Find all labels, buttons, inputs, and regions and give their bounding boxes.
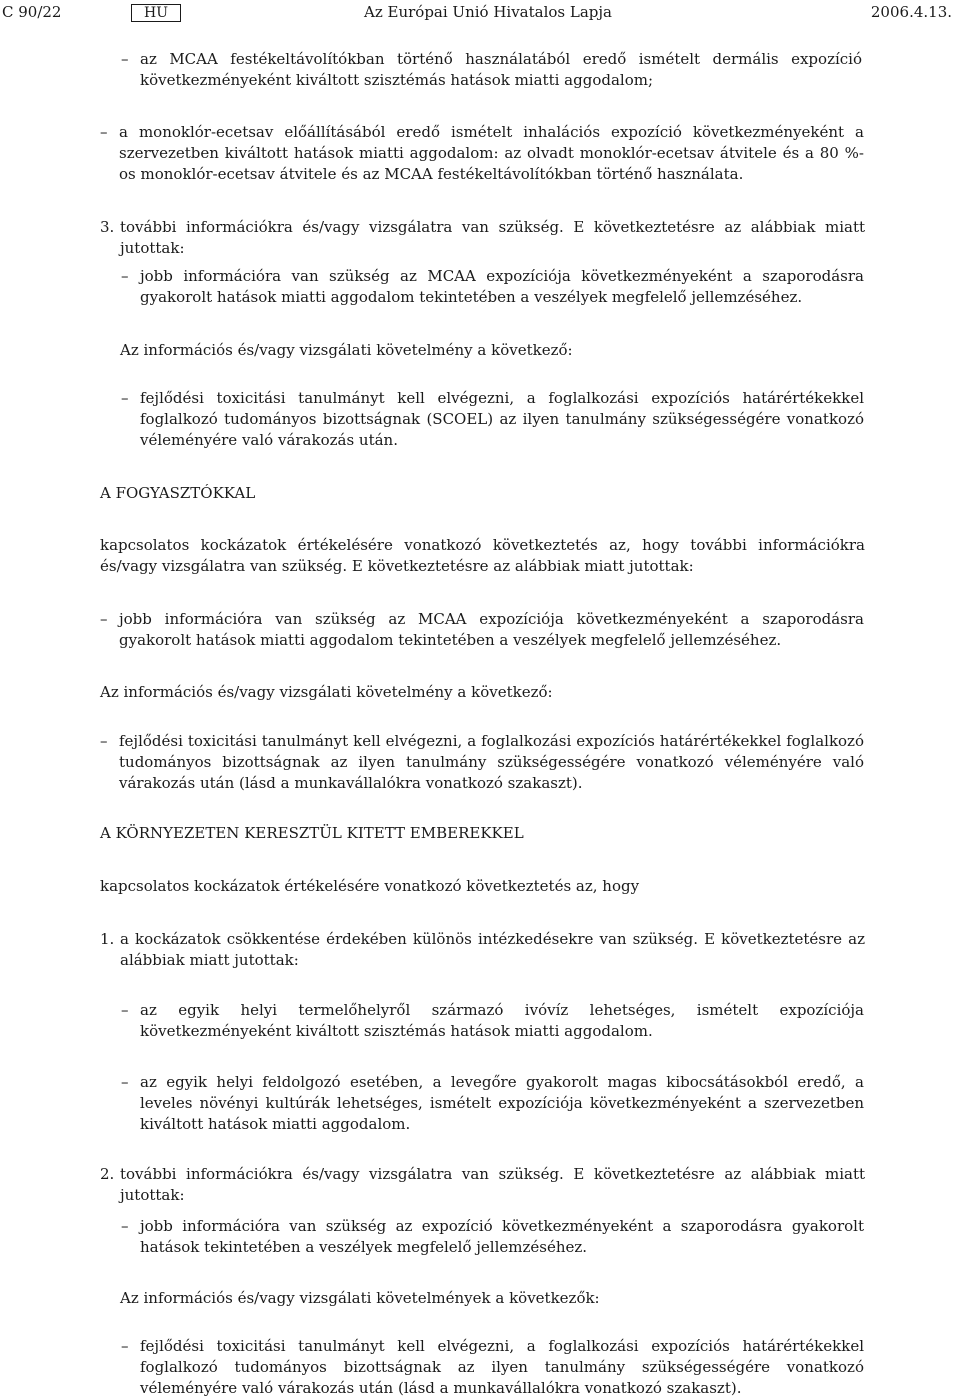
bullet-reproduction-info: jobb információra van szükség az expozíció következményeként a szaporodásra gyakorolt hatások tekintetében a veszélyek megfelelő jellemzéséhez.: [140, 1217, 864, 1256]
bullet-dash: –: [121, 1337, 129, 1355]
bullet-dash: –: [121, 50, 129, 68]
requirement-heading: Az információs és/vagy vizsgálati követelmény a következő:: [120, 341, 573, 359]
point-number: 1.: [100, 930, 115, 948]
bullet-toxicity-study: fejlődési toxicitási tanulmányt kell elvégezni, a foglalkozási expozíciós határértékekkel foglalkozó tudományos bizottságnak az ilyen tanulmány szükségességére vonatkozó véleményére való várakozás után (lásd a munkavállalókra vonatkozó szakaszt).: [119, 732, 864, 792]
requirement-heading: Az információs és/vagy vizsgálati követelmény a következő:: [100, 683, 553, 701]
language-box: HU: [131, 4, 181, 22]
section-heading-environment: A KÖRNYEZETEN KERESZTÜL KITETT EMBEREKKEL: [100, 824, 524, 842]
bullet-dash: –: [100, 610, 108, 628]
bullet-reproduction-info: jobb információra van szükség az MCAA expozíciója következményeként a szaporodásra gyakorolt hatások miatti aggodalom tekintetében a veszélyek megfelelő jellemzéséhez.: [119, 610, 864, 649]
bullet-dash: –: [100, 123, 108, 141]
bullet-leafy-crops: az egyik helyi feldolgozó esetében, a levegőre gyakorolt magas kibocsátásokból eredő, a leveles növényi kultúrák lehetséges, ismételt expozíciója következményeként a szervezetben kiváltott hatások miatti aggodalom.: [140, 1073, 864, 1133]
bullet-dash: –: [100, 732, 108, 750]
consumers-intro: kapcsolatos kockázatok értékelésére vonatkozó következtetés az, hogy további információkra és/vagy vizsgálatra van szükség. E következtetésre az alábbiak miatt jutottak:: [100, 536, 865, 575]
page-header: [0, 0, 960, 24]
point-further-info: további információkra és/vagy vizsgálatra van szükség. E következtetésre az alábbiak miatt jutottak:: [120, 218, 865, 257]
requirement-heading: Az információs és/vagy vizsgálati követelmények a következők:: [120, 1289, 600, 1307]
point-number: 3.: [100, 218, 115, 236]
bullet-inhalation-exposure: a monoklór-ecetsav előállításából eredő ismételt inhalációs expozíció következményeként a szervezetben kiváltott hatások miatti aggodalom: az olvadt monoklór-ecetsav átvitele és a 80 %-os monoklór-ecetsav átvitele és az MCAA festékeltávolítókban történő használata.: [119, 123, 864, 183]
bullet-dash: –: [121, 267, 129, 285]
bullet-dash: –: [121, 1217, 129, 1235]
page-reference: C 90/22: [2, 3, 62, 21]
section-heading-consumers: A FOGYASZTÓKKAL: [100, 484, 256, 502]
point-risk-reduction: a kockázatok csökkentése érdekében különös intézkedésekre van szükség. E következtetésre az alábbiak miatt jutottak:: [120, 930, 865, 969]
point-further-info: további információkra és/vagy vizsgálatra van szükség. E következtetésre az alábbiak miatt jutottak:: [120, 1165, 865, 1204]
bullet-reproduction-info: jobb információra van szükség az MCAA expozíciója következményeként a szaporodásra gyakorolt hatások miatti aggodalom tekintetében a veszélyek megfelelő jellemzéséhez.: [140, 267, 864, 306]
point-number: 2.: [100, 1165, 115, 1183]
journal-title: Az Európai Unió Hivatalos Lapja: [364, 3, 612, 21]
bullet-toxicity-study: fejlődési toxicitási tanulmányt kell elvégezni, a foglalkozási expozíciós határértékekkel foglalkozó tudományos bizottságnak (SCOEL) az ilyen tanulmány szükségességére vonatkozó véleményére való várakozás után.: [140, 389, 864, 449]
bullet-drinking-water: az egyik helyi termelőhelyről származó ivóvíz lehetséges, ismételt expozíciója következményeként kiváltott szisztémás hatások miatti aggodalom.: [140, 1001, 864, 1040]
bullet-dash: –: [121, 1001, 129, 1019]
environment-intro: kapcsolatos kockázatok értékelésére vonatkozó következtetés az, hogy: [100, 877, 640, 895]
bullet-dash: –: [121, 1073, 129, 1091]
publication-date: 2006.4.13.: [870, 3, 952, 21]
bullet-dash: –: [121, 389, 129, 407]
bullet-toxicity-study: fejlődési toxicitási tanulmányt kell elvégezni, a foglalkozási expozíciós határértékekkel foglalkozó tudományos bizottságnak az ilyen tanulmány szükségességére vonatkozó véleményére való várakozás után (lásd a munkavállalókra vonatkozó szakaszt).: [140, 1337, 864, 1397]
bullet-dermal-exposure: az MCAA festékeltávolítókban történő használatából eredő ismételt dermális expozíció következményeként kiváltott szisztémás hatások miatti aggodalom;: [140, 50, 862, 89]
